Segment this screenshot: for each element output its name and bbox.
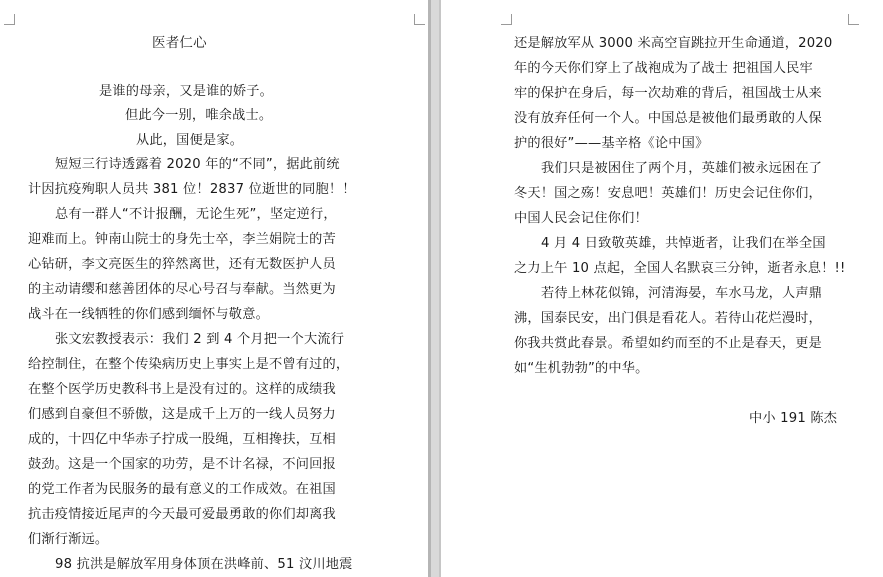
gutter-shadow xyxy=(428,0,431,577)
crop-mark-top-right xyxy=(848,14,859,25)
page-right xyxy=(441,0,883,577)
paragraph-line: 总有一群人“不计报酬，无论生死”，坚定逆行， xyxy=(55,207,337,222)
poem-line: 但此今一别，唯余战士。 xyxy=(125,108,273,123)
crop-mark-top-right xyxy=(414,14,425,25)
paragraph-line: 我们只是被困住了两个月，英雄们被永远困在了 xyxy=(541,161,823,176)
crop-mark-top-left xyxy=(4,14,15,25)
paragraph-line: 在整个医学历史教科书上是没有过的。这样的成绩我 xyxy=(28,382,336,397)
signature: 中小 191 陈杰 xyxy=(749,411,838,426)
paragraph-line: 心钻研，李文亮医生的猝然离世，还有无数医护人员 xyxy=(28,257,336,272)
paragraph-line: 鼓劲。这是一个国家的功劳，是不计名禄，不问回报 xyxy=(28,457,336,472)
crop-mark-top-left xyxy=(501,14,512,25)
paragraph-line: 们感到自豪但不骄傲，这是成千上万的一线人员努力 xyxy=(28,407,336,422)
paragraph-line: 沸，国泰民安，出门俱是看花人。若待山花烂漫时， xyxy=(514,311,822,326)
page-gutter xyxy=(428,0,441,577)
paragraph-line: 牢的保护在身后，每一次劫难的背后，祖国战士从来 xyxy=(514,86,822,101)
paragraph-line: 若待上林花似锦，河清海晏，车水马龙，人声鼎 xyxy=(541,286,823,301)
paragraph-line: 冬天！国之殇！安息吧！英雄们！历史会记住你们， xyxy=(514,186,822,201)
paragraph-line: 张文宏教授表示：我们 2 到 4 个月把一个大流行 xyxy=(55,332,345,347)
document-title: 医者仁心 xyxy=(152,35,207,51)
paragraph-line: 的主动请缨和慈善团体的尽心号召与奉献。当然更为 xyxy=(28,282,336,297)
paragraph-line: 年的今天你们穿上了战袍成为了战士 把祖国人民牢 xyxy=(514,61,813,76)
paragraph-line: 4 月 4 日致敬英雄，共悼逝者，让我们在举全国 xyxy=(541,236,826,251)
paragraph-line: 中国人民会记住你们！ xyxy=(514,211,648,226)
paragraph-line: 迎难而上。钟南山院士的身先士卒，李兰娟院士的苦 xyxy=(28,232,336,247)
paragraph-line: 之力上午 10 点起，全国人名默哀三分钟，逝者永息！!! xyxy=(514,261,846,276)
paragraph-line: 还是解放军从 3000 米高空盲跳拉开生命通道，2020 xyxy=(514,36,833,51)
paragraph-line: 没有放弃任何一个人。中国总是被他们最勇敢的人保 xyxy=(514,111,822,126)
paragraph-line: 抗击疫情接近尾声的今天最可爱最勇敢的你们却离我 xyxy=(28,507,336,522)
paragraph-line: 98 抗洪是解放军用身体顶在洪峰前、51 汶川地震 xyxy=(55,557,353,572)
poem-line: 是谁的母亲，又是谁的娇子。 xyxy=(99,84,274,99)
paragraph-line: 计因抗疫殉职人员共 381 位！2837 位逝世的同胞！！ xyxy=(28,182,356,197)
paragraph-line: 成的，十四亿中华赤子拧成一股绳，互相搀扶，互相 xyxy=(28,432,336,447)
paragraph-line: 战斗在一线牺牲的你们感到缅怀与敬意。 xyxy=(28,307,269,322)
paragraph-line: 们渐行渐远。 xyxy=(28,532,109,547)
page-left xyxy=(0,0,428,577)
paragraph-line: 你我共赏此春景。希望如约而至的不止是春天，更是 xyxy=(514,336,822,351)
paragraph-line: 如“生机勃勃”的中华。 xyxy=(514,361,649,376)
paragraph-line: 的党工作者为民服务的最有意义的工作成效。在祖国 xyxy=(28,482,336,497)
paragraph-line: 给控制住，在整个传染病历史上事实上是不曾有过的， xyxy=(28,357,350,372)
poem-line: 从此，国便是家。 xyxy=(136,133,244,148)
paragraph-line: 护的很好”——基辛格《论中国》 xyxy=(514,136,709,151)
paragraph-line: 短短三行诗透露着 2020 年的“不同”，据此前统 xyxy=(55,157,340,172)
